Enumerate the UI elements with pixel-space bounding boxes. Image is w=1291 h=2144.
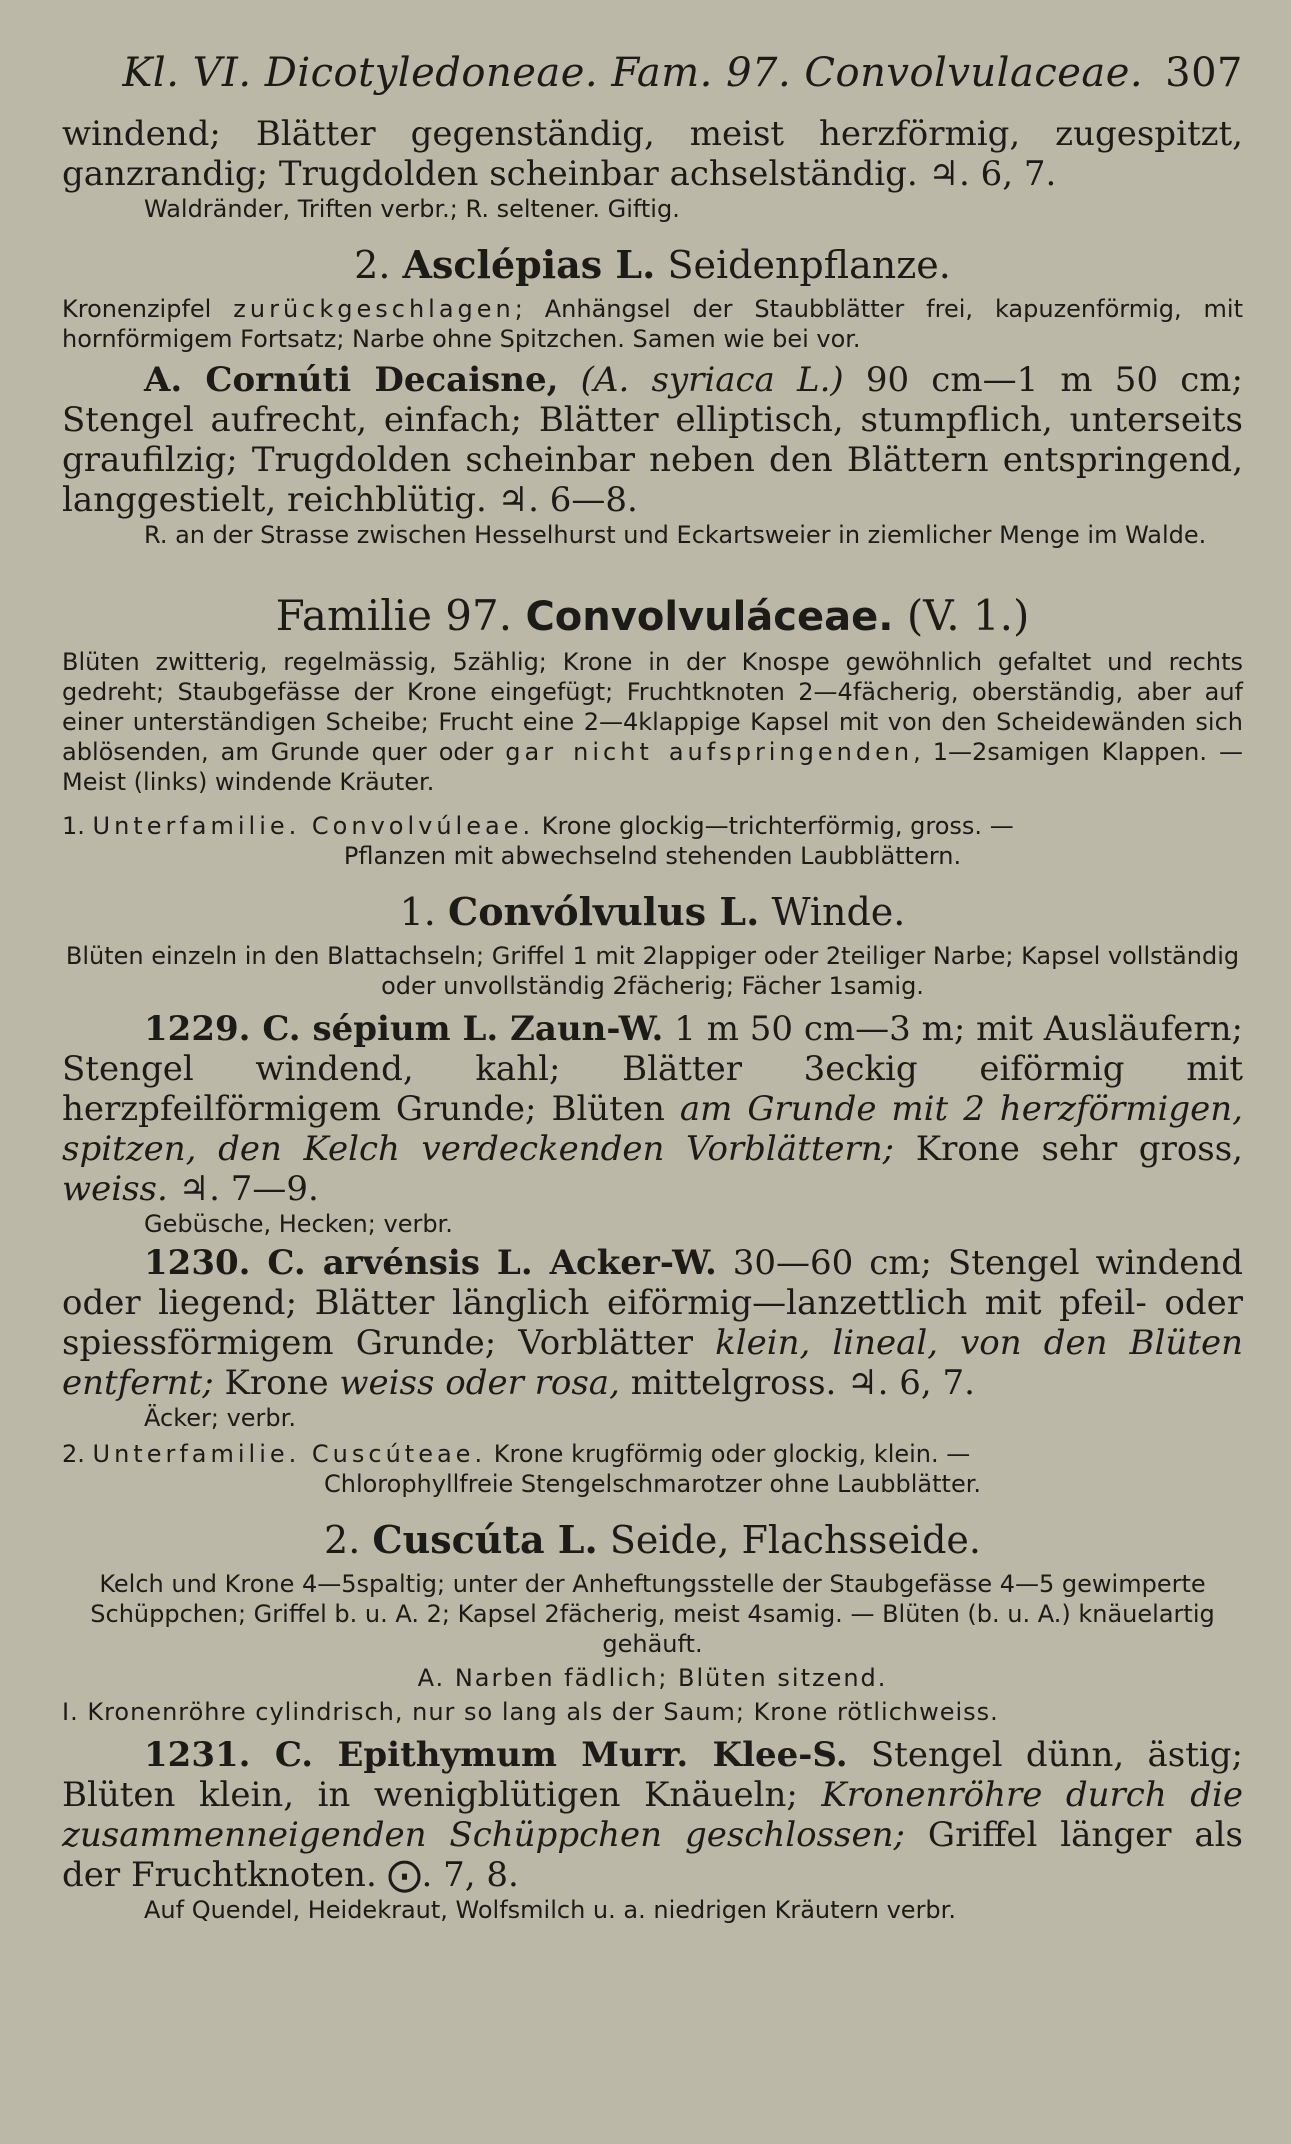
species-1229: 1229. C. sépium L. Zaun-W. 1 m 50 cm—3 m; mit Ausläufern; Stengel windend, kahl; Blätter 3eckig eiförmig mit herzpfeilförmigem Grunde; Blüten am Grunde mit 2 herzförmigen, spitzen, den Kelch verdeckenden Vorblättern; Krone sehr gross, weiss. ♃. 7—9.	[62, 1009, 1244, 1209]
page-number: 307	[1165, 50, 1243, 96]
genus-asclepias-heading: 2. Asclépias L. Seidenpflanze.	[354, 242, 951, 287]
species-a-cornuti: A. Cornúti Decaisne, (A. syriaca L.) 90 cm—1 m 50 cm; Stengel aufrecht, einfach; Blätter elliptisch, stumpflich, unterseits graufilzig; Trugdolden scheinbar neben den Blättern entspringend, langgestielt, reichblütig. ♃. 6—8.	[62, 360, 1243, 520]
running-header	[62, 50, 1243, 114]
genus-convolvulus-desc: Blüten einzeln in den Blattachseln; Griffel 1 mit 2lappiger oder 2teiliger Narbe; Kapsel vollständig oder unvollständig 2fächerig; Fächer 1samig.	[65, 942, 1240, 1000]
note-1231: Auf Quendel, Heidekraut, Wolfsmilch u. a. niedrigen Kräutern verbr.	[144, 1896, 956, 1924]
species-1231: 1231. C. Epithymum Murr. Klee-S. Stengel dünn, ästig; Blüten klein, in wenigblütigen Knäueln; Kronenröhre durch die zusammenneigenden Schüppchen geschlossen; Griffel länger als der Fruchtknoten. ⨀. 7, 8.	[62, 1735, 1243, 1895]
key-a: A. Narben fädlich; Blüten sitzend.	[417, 1664, 888, 1692]
species-1230: 1230. C. arvénsis L. Acker-W. 30—60 cm; Stengel windend oder liegend; Blätter länglich eiförmig—lanzettlich mit pfeil- oder spiessförmigem Grunde; Vorblätter klein, lineal, von den Blüten entfernt; Krone weiss oder rosa, mittelgross. ♃. 6, 7.	[62, 1243, 1244, 1403]
genus-convolvulus-heading: 1. Convólvulus L. Winde.	[399, 889, 906, 934]
key-i: I. Kronenröhre cylindrisch, nur so lang als der Saum; Krone rötlichweiss.	[62, 1698, 999, 1726]
subfamily-1: 1. Unterfamilie. Convolvúleae. Krone glockig—trichterförmig, gross. — Pflanzen mit abwechselnd stehenden Laubblättern.	[62, 812, 1014, 870]
family-desc: Blüten zwitterig, regelmässig, 5zählig; Krone in der Knospe gewöhnlich gefaltet und rechts gedreht; Staubgefässe der Krone eingefügt; Fruchtknoten 2—4fächerig, oberständig, aber auf einer unterständigen Scheibe; Frucht eine 2—4klappige Kapsel mit von den Scheidewänden sich ablösenden, am Grunde quer oder gar nicht aufspringenden, 1—2samigen Klappen. — Meist (links) windende Kräuter.	[62, 648, 1243, 796]
note-1229: Gebüsche, Hecken; verbr.	[144, 1210, 453, 1238]
family-heading: Familie 97. Convolvuláceae. (V. 1.)	[275, 591, 1030, 640]
header-title: Kl. VI. Dicotyledoneae. Fam. 97. Convolvulaceae.	[122, 50, 1144, 96]
text-b1: windend; Blätter gegenständig, meist herzförmig, zugespitzt, ganzrandig; Trugdolden scheinbar achselständig. ♃. 6, 7.	[62, 114, 1243, 194]
subfamily-2: 2. Unterfamilie. Cuscúteae. Krone krugförmig oder glockig, klein. — Chlorophyllfreie Stengelschmarotzer ohne Laubblätter.	[62, 1440, 982, 1498]
note-1230: Äcker; verbr.	[144, 1404, 296, 1432]
genus-cuscuta-heading: 2. Cuscúta L. Seide, Flachsseide.	[324, 1517, 981, 1562]
note-a-cornuti: R. an der Strasse zwischen Hesselhurst und Eckartsweier in ziemlicher Menge im Walde.	[144, 521, 1207, 549]
note-b1: Waldränder, Triften verbr.; R. seltener. Giftig.	[144, 195, 680, 223]
genus-asclepias-desc: Kronenzipfel zurückgeschlagen; Anhängsel der Staubblätter frei, kapuzenförmig, mit hornförmigem Fortsatz; Narbe ohne Spitzchen. Samen wie bei vor.	[62, 295, 1244, 353]
genus-cuscuta-desc: Kelch und Krone 4—5spaltig; unter der Anheftungsstelle der Staubgefässe 4—5 gewimperte Schüppchen; Griffel b. u. A. 2; Kapsel 2fächerig, meist 4samig. — Blüten (b. u. A.) knäuelartig gehäuft.	[90, 1570, 1215, 1658]
